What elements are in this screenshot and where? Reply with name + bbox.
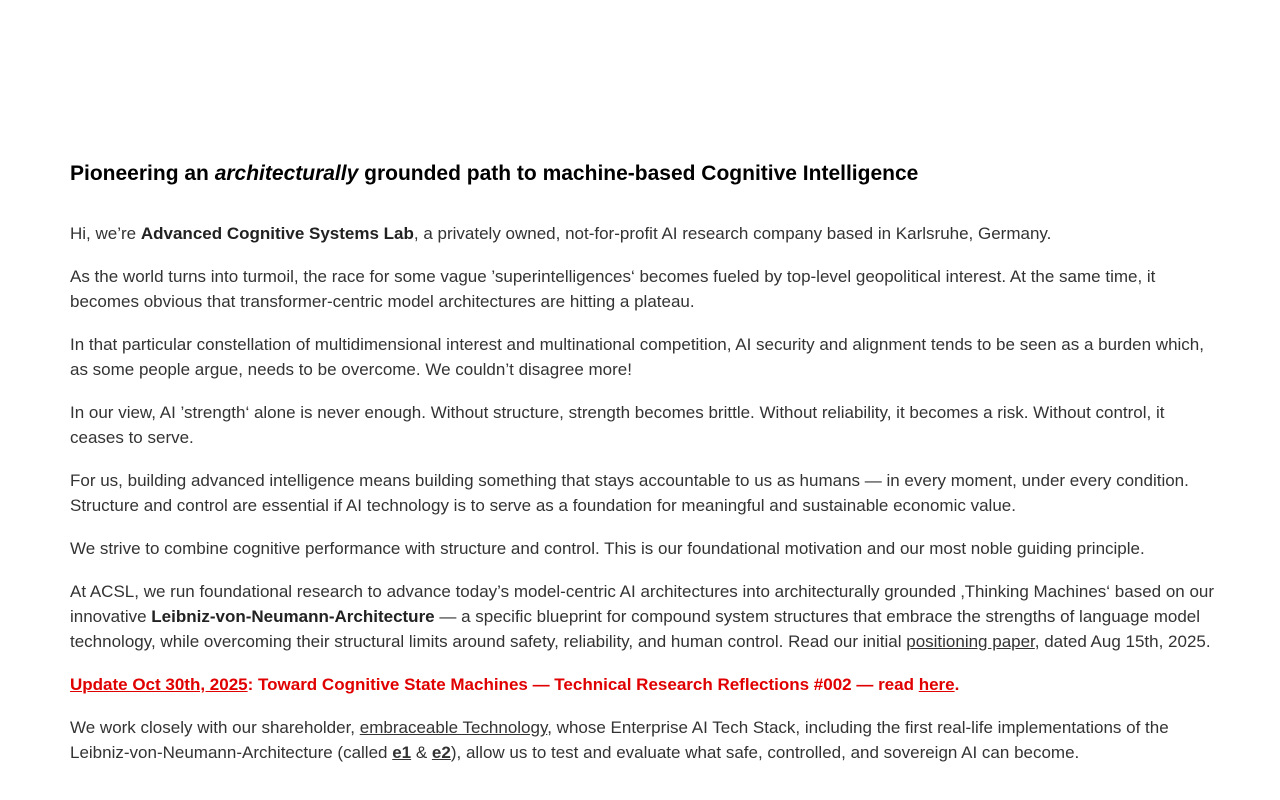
headline-emphasis: architecturally [214, 162, 359, 185]
paragraph-accountability: For us, building advanced intelligence means building something that stays accountable to us as humans — in every moment, under every condition. Structure and control are essential if AI technology is to serve as a foundation for meaningful and sustainable economic value. [70, 471, 1189, 515]
lab-name: Advanced Cognitive Systems Lab [140, 224, 414, 243]
e1-link[interactable]: e1 [392, 743, 412, 762]
shareholder-amp: & [411, 743, 432, 762]
embraceable-technology-link[interactable]: embraceable Technology [359, 718, 548, 737]
architecture-name: Leibniz-von-Neumann-Architecture [151, 607, 435, 626]
positioning-paper-link[interactable]: positioning paper [906, 632, 1035, 651]
intro-prefix: Hi, we’re [70, 224, 141, 243]
paragraph-turmoil: As the world turns into turmoil, the race for some vague ’superintelligences‘ becomes fueled by top-level geopolitical interest. At the same time, it becomes obvious that transformer-centric model architectures are hitting a plateau. [70, 267, 1156, 311]
update-date-link[interactable]: Update Oct 30th, 2025 [70, 675, 248, 694]
research-suffix: , dated Aug 15th, 2025. [1034, 632, 1211, 651]
main-content [70, 160, 1215, 783]
page-headline [70, 160, 1215, 188]
intro-suffix: , a privately owned, not-for-profit AI research company based in Karlsruhe, Germany. [413, 224, 1052, 243]
e2-link[interactable]: e2 [431, 743, 451, 762]
headline-suffix: grounded path to machine-based Cognitive Intelligence [358, 162, 919, 185]
update-text: : Toward Cognitive State Machines — Technical Research Reflections #002 — read [247, 675, 919, 694]
update-paragraph [70, 672, 1215, 697]
paragraph-guiding-principle: We strive to combine cognitive performance with structure and control. This is our foundational motivation and our most noble guiding principle. [70, 539, 1145, 558]
shareholder-prefix: We work closely with our shareholder, [70, 718, 360, 737]
intro-paragraph [70, 221, 1215, 246]
research-paragraph [70, 579, 1215, 654]
research-middle: — a specific blueprint for compound system structures that embrace the strengths of language model technology, while overcoming their structural limits around safety, reliability, and human control. Read our initial [70, 607, 1201, 651]
research-prefix: At ACSL, we run foundational research to advance today’s model-centric AI architectures into architecturally grounded ‚Thinking Machines‘ based on our innovative [70, 582, 1215, 626]
update-here-link[interactable]: here [918, 675, 955, 694]
update-end: . [954, 675, 960, 694]
shareholder-middle: , whose Enterprise AI Tech Stack, including the first real-life implementations of the Leibniz-von-Neumann-Architecture (called [70, 718, 1169, 762]
shareholder-suffix: ), allow us to test and evaluate what safe, controlled, and sovereign AI can become. [450, 743, 1080, 762]
paragraph-strength: In our view, AI ’strength‘ alone is never enough. Without structure, strength becomes brittle. Without reliability, it becomes a risk. Without control, it ceases to serve. [70, 403, 1165, 447]
paragraph-competition: In that particular constellation of multidimensional interest and multinational competition, AI security and alignment tends to be seen as a burden which, as some people argue, needs to be overcome. We couldn’t disagree more! [70, 335, 1204, 379]
shareholder-paragraph [70, 715, 1215, 765]
headline-prefix: Pioneering an [70, 162, 215, 185]
